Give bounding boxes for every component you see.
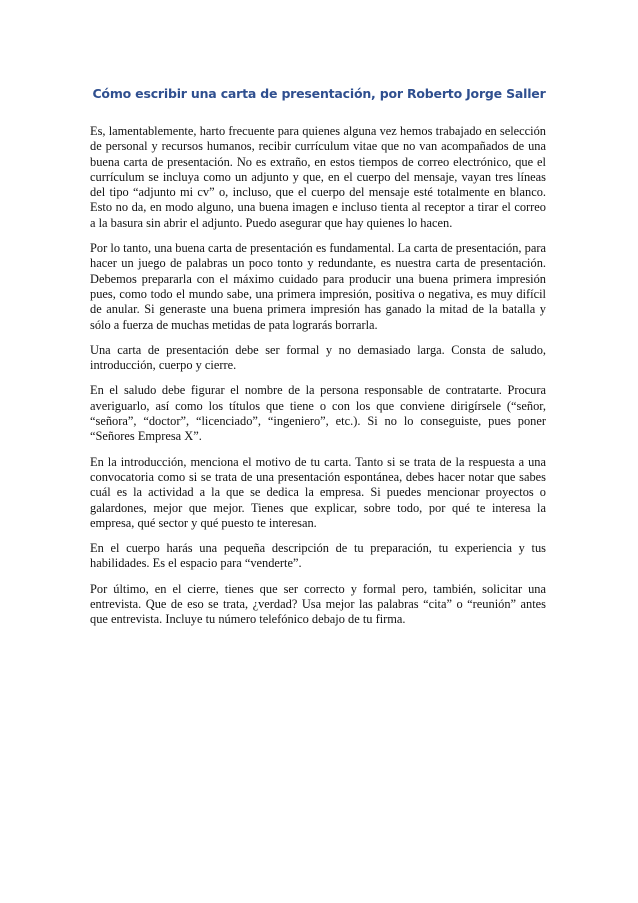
document-title: Cómo escribir una carta de presentación, por Roberto Jorge Saller bbox=[92, 86, 546, 101]
paragraph-intro: Es, lamentablemente, harto frecuente para quienes alguna vez hemos trabajado en selección de personal y recursos humanos, recibir currículum vitae que no van acompañados de una buena carta de presentación. No es extraño, en estos tiempos de correo electrónico, que el currículum se incluya como un adjunto y que, en el cuerpo del mensaje, vayan tres líneas del tipo “adjunto mi cv” o, incluso, que el cuerpo del mensaje esté totalmente en blanco. Esto no da, en modo alguno, una buena imagen e incluso tienta al receptor a tirar el correo a la basura sin abrir el adjunto. Puedo asegurar que hay quienes lo hacen. bbox=[90, 124, 546, 230]
document-body bbox=[90, 124, 546, 638]
paragraph-structure: Una carta de presentación debe ser formal y no demasiado larga. Consta de saludo, introducción, cuerpo y cierre. bbox=[90, 342, 546, 373]
paragraph-closing: Por último, en el cierre, tienes que ser correcto y formal pero, también, solicitar una entrevista. Que de eso se trata, ¿verdad? Usa mejor las palabras “cita” o “reunión” antes que entrevista. Incluye tu número telefónico debajo de tu firma. bbox=[90, 581, 546, 627]
paragraph-importance: Por lo tanto, una buena carta de presentación es fundamental. La carta de presentación, para hacer un juego de palabras un poco tonto y redundante, es nuestra carta de presentación. Debemos prepararla con el máximo cuidado para producir una buena primera impresión pues, como todo el mundo sabe, una primera impresión, positiva o negativa, es muy difícil de anular. Si generaste una buena primera impresión has ganado la mitad de la batalla y sólo a fuerza de muchas metidas de pata lograrás borrarla. bbox=[90, 241, 546, 332]
paragraph-greeting: En el saludo debe figurar el nombre de la persona responsable de contratarte. Procura averiguarlo, así como los títulos que tiene o con los que conviene dirigírsele (“señor, “señora”, “doctor”, “licenciado”, “ingeniero”, etc.). Si no lo conseguiste, pues poner “Señores Empresa X”. bbox=[90, 383, 546, 444]
paragraph-introduction: En la introducción, menciona el motivo de tu carta. Tanto si se trata de la respuesta a una convocatoria como si se trata de una presentación espontánea, debes hacer notar que sabes cuál es la actividad a la que se dedica la empresa. Si puedes mencionar proyectos o galardones, mejor que mejor. Tienes que explicar, sobre todo, por qué te interesa la empresa, qué sector y qué puesto te interesan. bbox=[90, 454, 546, 530]
paragraph-body: En el cuerpo harás una pequeña descripción de tu preparación, tu experiencia y tus habilidades. Es el espacio para “venderte”. bbox=[90, 541, 546, 571]
